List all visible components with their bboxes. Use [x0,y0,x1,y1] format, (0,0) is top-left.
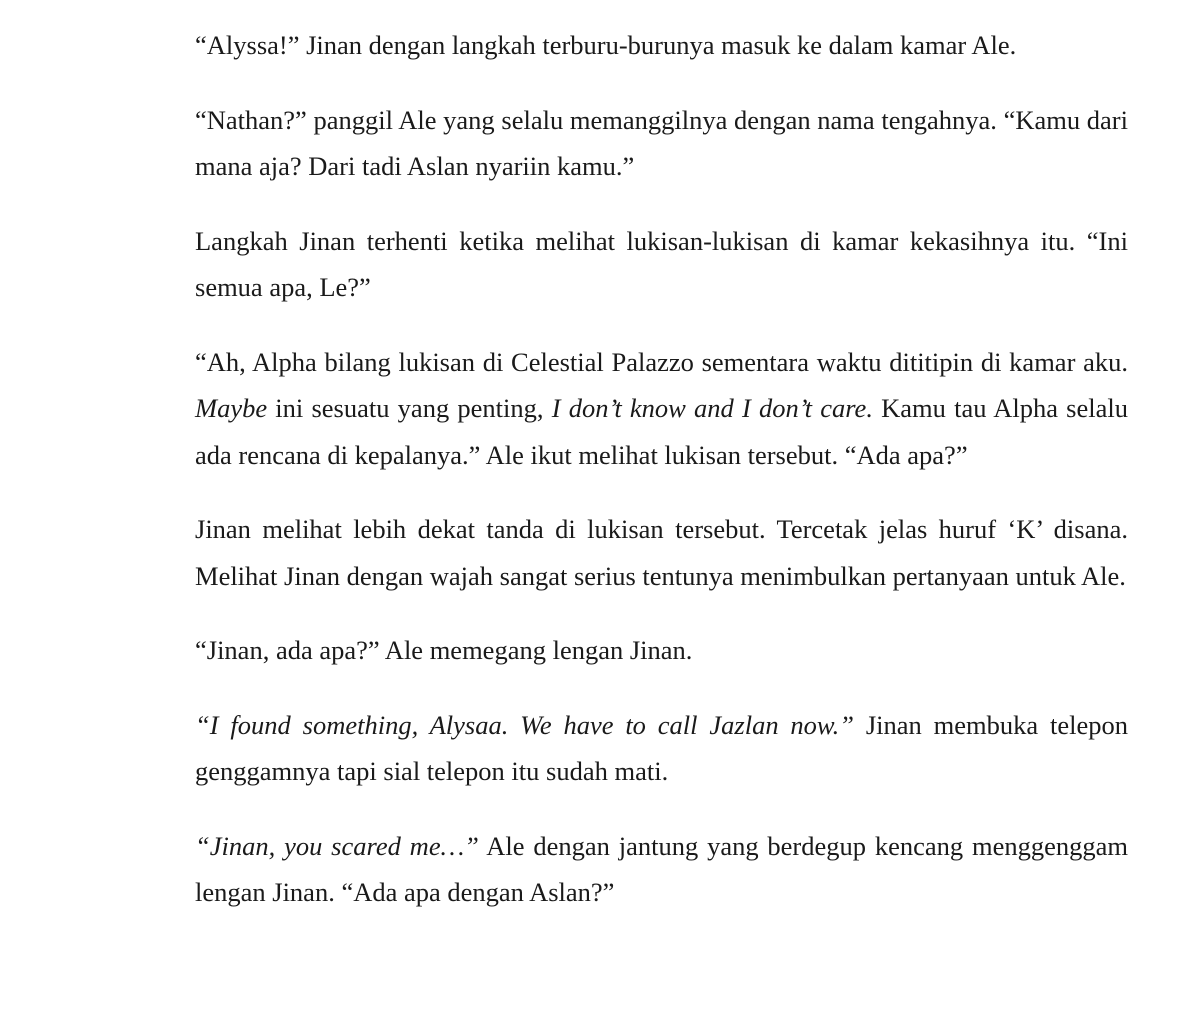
paragraph-italic-text: “Jinan, you scared me…” [195,830,479,861]
paragraph [195,218,1128,311]
paragraph [195,823,1128,916]
paragraph [195,702,1128,795]
paragraph [195,506,1128,599]
paragraph-text: “Jinan, ada apa?” Ale memegang lengan Jinan. [195,635,693,665]
paragraph-italic-text: I don’t know and I don’t care. [551,393,873,423]
paragraph [195,339,1128,479]
paragraph-italic-text: “I found something, Alysaa. We have to call Jazlan now.” [195,709,854,740]
paragraph [195,627,1128,674]
paragraph-text: “Alyssa!” Jinan dengan langkah terburu-burunya masuk ke dalam kamar Ale. [195,30,1017,60]
paragraph-text: “Ah, Alpha bilang lukisan di Celestial Palazzo sementara waktu dititipin di kamar aku. [195,346,1128,377]
paragraph-text: Jinan membuka telepon genggamnya tapi sial telepon itu sudah mati. [195,709,1129,786]
paragraph-text: Ale dengan jantung yang berdegup kencang menggenggam lengan Jinan. “Ada apa dengan Aslan?” [195,830,1128,907]
paragraph [195,22,1128,69]
document-page [195,22,1128,944]
paragraph [195,97,1128,190]
paragraph-text: “Nathan?” panggil Ale yang selalu memanggilnya dengan nama tengahnya. “Kamu dari mana aja? Dari tadi Aslan nyariin kamu.” [195,104,1128,181]
paragraph-text: ini sesuatu yang penting, [267,393,552,423]
paragraph-text: Kamu tau Alpha selalu ada rencana di kepalanya.” Ale ikut melihat lukisan tersebut. “Ada apa?” [195,393,1128,470]
paragraph-text: Langkah Jinan terhenti ketika melihat lukisan-lukisan di kamar kekasihnya itu. “Ini semua apa, Le?” [195,225,1128,302]
paragraph-italic-text: Maybe [195,393,268,423]
paragraph-text: Jinan melihat lebih dekat tanda di lukisan tersebut. Tercetak jelas huruf ‘K’ disana. Melihat Jinan dengan wajah sangat serius tentunya menimbulkan pertanyaan untuk Ale. [195,514,1128,591]
